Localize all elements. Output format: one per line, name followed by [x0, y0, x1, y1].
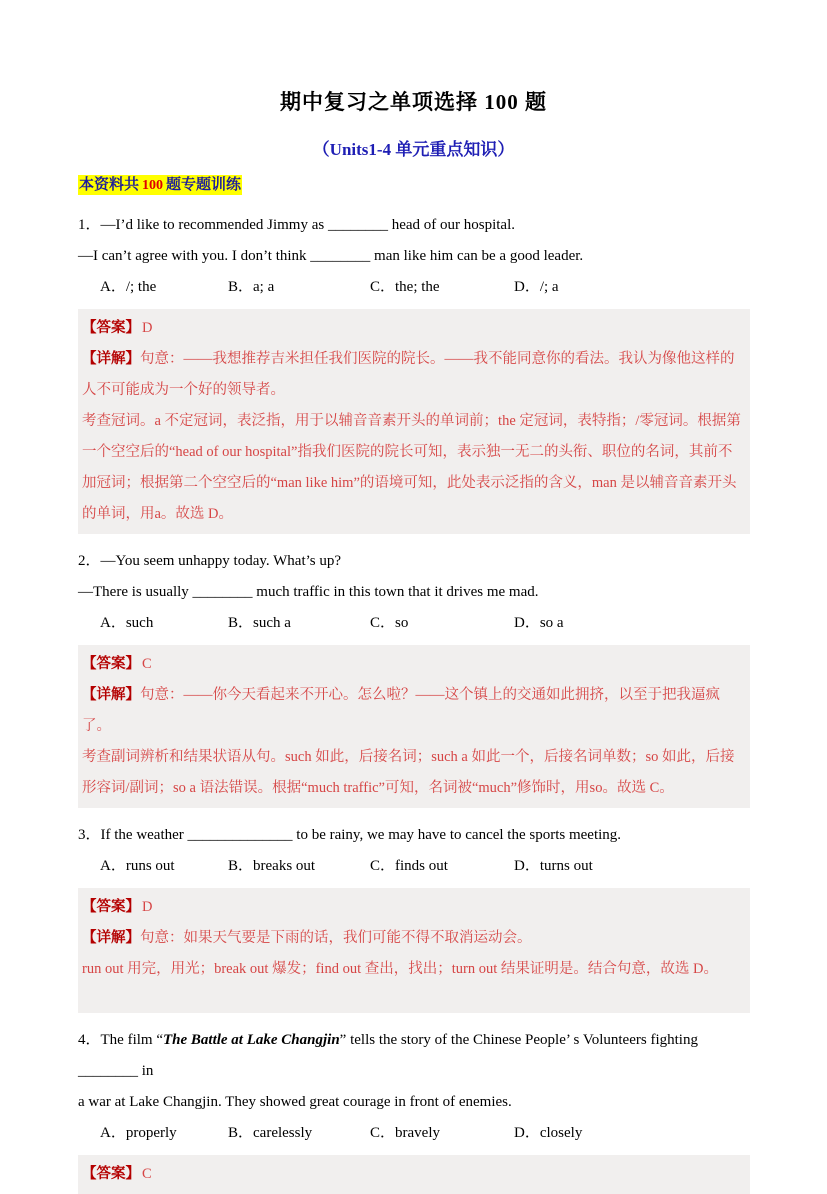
question-4-line-2: a war at Lake Changjin. They showed great courage in front of enemies.	[78, 1094, 512, 1110]
answer-line	[82, 892, 746, 923]
detail-line: 考查副词辨析和结果状语从句。such 如此，后接名词；such a 如此一个，后接名词单数；so 如此，后接形容词/副词；so a 语法错误。根据“much traffic”可知，名词被“much”修饰时，用so。故选 C。	[82, 749, 735, 796]
page-subtitle: （Units1-4 单元重点知识）	[312, 140, 515, 159]
question-1-line-1: 1．—I’d like to recommended Jimmy as ________ head of our hospital.	[78, 217, 515, 233]
question-2	[78, 546, 750, 639]
option-b: B．breaks out	[228, 858, 316, 874]
answer-block-2	[78, 645, 750, 808]
option-b: B．a; a	[228, 279, 275, 295]
detail-text: 句意：如果天气要是下雨的话，我们可能不得不取消运动会。	[140, 930, 532, 946]
detail-tag: 【详解】	[82, 351, 140, 367]
banner-count: 100	[142, 178, 164, 193]
option-b: B．carelessly	[228, 1125, 313, 1141]
question-1-line-2: —I can’t agree with you. I don’t think ________ man like him can be a good leader.	[78, 248, 584, 264]
detail-tag: 【详解】	[82, 687, 140, 703]
question-2-line-1: 2．—You seem unhappy today. What’s up?	[78, 553, 342, 569]
answer-tag: 【答案】	[82, 1166, 140, 1182]
question-2-options	[78, 608, 750, 639]
answer-block-3	[78, 888, 750, 1013]
banner-suffix: 题专题训练	[166, 177, 242, 193]
option-b: B．such a	[228, 615, 291, 631]
detail-tag: 【详解】	[82, 930, 140, 946]
question-4-options	[78, 1118, 750, 1149]
question-4-text-pre: 4．The film “	[78, 1032, 163, 1048]
question-1-options	[78, 272, 750, 303]
detail-line	[82, 680, 746, 742]
option-d: D．closely	[514, 1125, 583, 1141]
question-3-line-1: 3．If the weather ______________ to be rainy, we may have to cancel the sports meeting.	[78, 827, 622, 843]
answer-value: C	[142, 1166, 152, 1182]
banner-row	[78, 173, 827, 198]
detail-text: 句意：——我想推荐吉米担任我们医院的院长。——我不能同意你的看法。我认为像他这样的人不可能成为一个好的领导者。	[82, 351, 735, 398]
detail-line	[82, 923, 746, 954]
option-c: C．finds out	[370, 858, 448, 874]
detail-text: 句意：——你今天看起来不开心。怎么啦？——这个镇上的交通如此拥挤，以至于把我逼疯了。	[82, 687, 720, 734]
option-c: C．the; the	[370, 279, 440, 295]
answer-tag: 【答案】	[82, 899, 140, 915]
detail-line: 考查冠词。a 不定冠词，表泛指，用于以辅音音素开头的单词前；the 定冠词，表特指；/零冠词。根据第一个空空后的“head of our hospital”指我们医院的院长可知，表示独一无二的头衔、职位的名词，其前不加冠词；根据第二个空空后的“man like him”的语境可知，此处表示泛指的含义，man 是以辅音音素开头的单词，用a。故选 D。	[82, 413, 741, 522]
answer-tag: 【答案】	[82, 320, 140, 336]
option-c: C．bravely	[370, 1125, 440, 1141]
answer-value: D	[142, 320, 153, 336]
answer-block-4	[78, 1155, 750, 1194]
question-2-line-2: —There is usually ________ much traffic in this town that it drives me mad.	[78, 584, 539, 600]
film-title: The Battle at Lake Changjin	[162, 1032, 340, 1048]
question-1	[78, 210, 750, 303]
option-d: D．turns out	[514, 858, 593, 874]
option-a: A．properly	[100, 1125, 177, 1141]
question-4	[78, 1025, 750, 1149]
question-3-options	[78, 851, 750, 882]
option-a: A．such	[100, 615, 154, 631]
answer-tag: 【答案】	[82, 656, 140, 672]
answer-line	[82, 1159, 746, 1190]
answer-line	[82, 649, 746, 680]
answer-value: C	[142, 656, 152, 672]
option-a: A．/; the	[100, 279, 157, 295]
detail-line	[82, 344, 746, 406]
answer-line	[82, 313, 746, 344]
option-a: A．runs out	[100, 858, 175, 874]
banner-prefix: 本资料共	[79, 177, 140, 193]
question-4-text-post: ” tells the story of the Chinese People’ s Volunteers fighting ________ in	[78, 1032, 698, 1079]
answer-block-1	[78, 309, 750, 534]
page-title: 期中复习之单项选择 100 题	[280, 90, 547, 114]
option-c: C．so	[370, 615, 409, 631]
answer-value: D	[142, 899, 153, 915]
question-3	[78, 820, 750, 882]
detail-line: run out 用完，用光；break out 爆发；find out 查出，找出；turn out 结果证明是。结合句意，故选 D。	[82, 961, 718, 977]
option-d: D．so a	[514, 615, 564, 631]
question-4-line-1	[78, 1025, 750, 1087]
training-banner	[78, 175, 242, 195]
option-d: D．/; a	[514, 279, 559, 295]
